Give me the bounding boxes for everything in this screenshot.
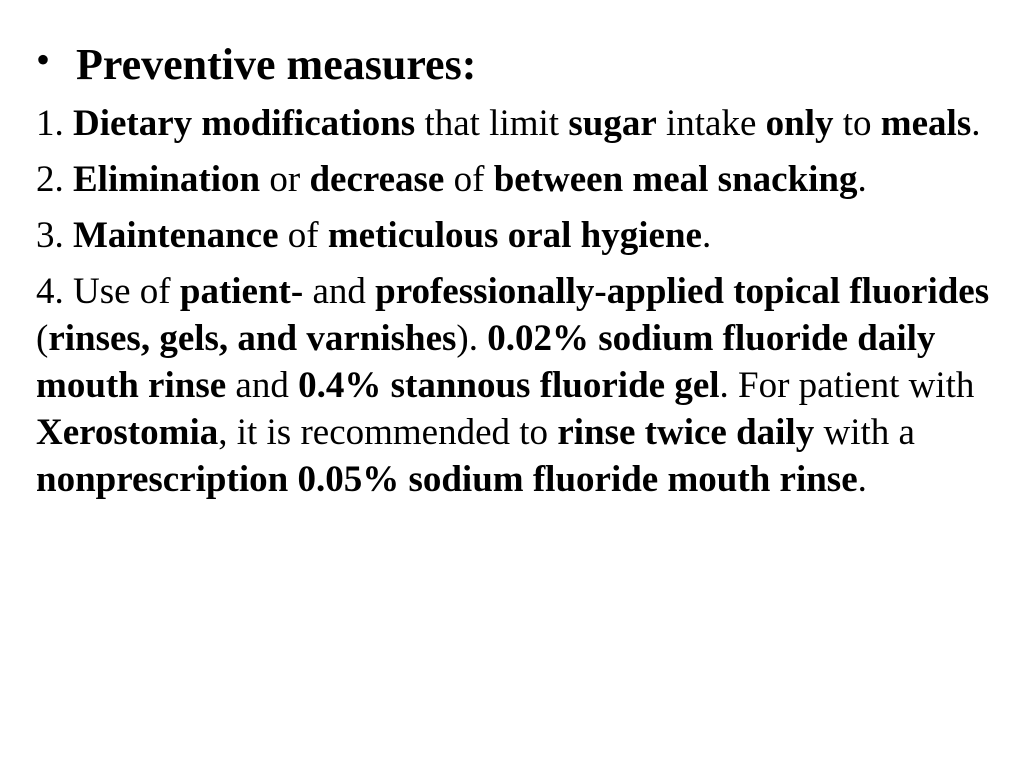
bullet-icon: • xyxy=(36,37,51,82)
text-run: to xyxy=(833,103,881,144)
text-run: ( xyxy=(36,318,49,359)
text-run: or xyxy=(260,159,310,200)
text-run: and xyxy=(226,365,299,406)
bold-text-run: between meal snacking xyxy=(493,159,858,200)
measures-list xyxy=(36,100,1006,512)
measure-item-4 xyxy=(36,268,1006,503)
bold-text-run: decrease xyxy=(309,159,445,200)
text-run: . xyxy=(701,215,712,256)
text-run: , it is recommended to xyxy=(218,412,558,453)
bold-text-run: 0.4% stannous fluoride gel xyxy=(298,365,720,406)
text-run: ). xyxy=(456,318,488,359)
bold-text-run: patient- xyxy=(179,271,304,312)
bold-text-run: only xyxy=(765,103,834,144)
bold-text-run: Dietary modifications xyxy=(73,103,416,144)
text-run: 1. xyxy=(36,103,73,144)
bold-text-run: professionally-applied topical fluorides xyxy=(375,271,990,312)
text-run: that limit xyxy=(415,103,569,144)
text-run: of xyxy=(278,215,328,256)
bold-text-run: meticulous oral hygiene xyxy=(327,215,702,256)
slide-heading xyxy=(36,38,996,93)
text-run: 4. Use of xyxy=(36,271,180,312)
bold-text-run: rinse twice daily xyxy=(557,412,815,453)
bold-text-run: sugar xyxy=(568,103,657,144)
text-run: of xyxy=(444,159,494,200)
bold-text-run: 0.02% sodium fluoride daily mouth rinse xyxy=(36,318,936,406)
bold-text-run: Xerostomia xyxy=(36,412,219,453)
text-run: . xyxy=(857,459,867,500)
bold-text-run: rinses, gels, and varnishes xyxy=(48,318,457,359)
text-run: 2. xyxy=(36,159,73,200)
bold-text-run: nonprescription 0.05% sodium fluoride mouth rinse xyxy=(36,459,858,500)
measure-item-1 xyxy=(36,100,1006,147)
measure-item-3 xyxy=(36,212,1006,259)
text-run: . xyxy=(971,103,981,144)
text-run: . xyxy=(857,159,867,200)
text-run: . For patient with xyxy=(719,365,975,406)
text-run: 3. xyxy=(36,215,73,256)
measure-item-2 xyxy=(36,156,1006,203)
text-run: and xyxy=(303,271,376,312)
heading-text: Preventive measures: xyxy=(76,40,477,89)
text-run: intake xyxy=(656,103,766,144)
bold-text-run: Maintenance xyxy=(73,215,279,256)
text-run: with a xyxy=(814,412,915,453)
bold-text-run: meals xyxy=(880,103,972,144)
bold-text-run: Elimination xyxy=(73,159,261,200)
